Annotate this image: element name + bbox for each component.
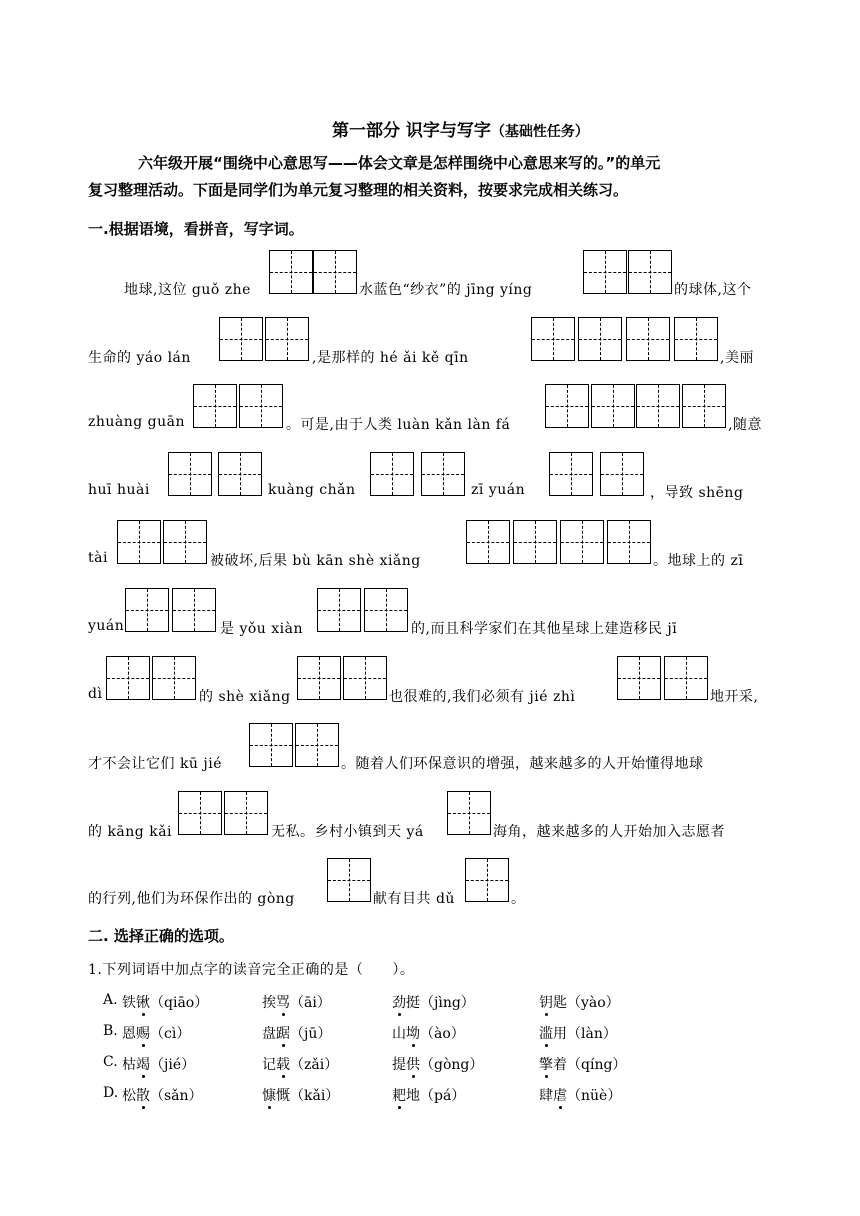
writing-box[interactable] (239, 384, 283, 428)
option-b-label: B. (103, 1023, 118, 1039)
option-b-item-4: 滥用（làn） (539, 1026, 617, 1042)
writing-box[interactable] (545, 384, 589, 428)
writing-box[interactable] (317, 588, 361, 632)
option-a-item-4: 钥匙（yào） (539, 995, 620, 1011)
writing-box[interactable] (626, 317, 670, 361)
writing-box[interactable] (125, 588, 169, 632)
line-3-text-3: ,随意 (728, 417, 762, 433)
line-7-text-1: dì (88, 686, 103, 702)
line-6-text-3: 的,而且科学家们在其他星球上建造移民 jī (411, 621, 678, 637)
line-4-text-3: zī yuán (471, 482, 526, 498)
writing-box[interactable] (178, 791, 222, 835)
writing-box[interactable] (370, 452, 414, 496)
writing-box[interactable] (674, 317, 718, 361)
option-b-item-2: 盘踞（jū） (262, 1026, 332, 1042)
line-2-text-3: ,美丽 (720, 350, 754, 366)
option-c-item-4: 擎着（qíng） (539, 1057, 627, 1073)
option-c-item-2: 记载（zǎi） (262, 1057, 339, 1073)
line-5-text-2: 被破坏,后果 bù kān shè xiǎng (210, 553, 421, 569)
section-2-heading: 二. 选择正确的选项。 (88, 927, 234, 945)
option-d-label: D. (103, 1085, 119, 1101)
writing-box[interactable] (466, 520, 510, 564)
writing-box[interactable] (106, 656, 150, 700)
writing-box[interactable] (265, 317, 309, 361)
line-2-text-2: ,是那样的 hé ǎi kě qīn (312, 350, 469, 366)
writing-box[interactable] (549, 452, 593, 496)
writing-box[interactable] (117, 520, 161, 564)
writing-box[interactable] (327, 858, 371, 902)
writing-box[interactable] (600, 452, 644, 496)
writing-box[interactable] (219, 317, 263, 361)
page-subtitle: （基础性任务） (490, 124, 589, 140)
writing-box[interactable] (591, 384, 635, 428)
writing-box[interactable] (682, 384, 726, 428)
section-1-heading: 一.根据语境，看拼音，写字词。 (88, 220, 304, 238)
writing-box[interactable] (531, 317, 575, 361)
option-b-item-3: 山坳（ào） (392, 1026, 465, 1042)
writing-box[interactable] (343, 656, 387, 700)
line-8-text-1: 才不会让它们 kū jié (88, 756, 223, 772)
writing-box[interactable] (465, 858, 509, 902)
option-c-item-1: 枯竭（jié） (122, 1057, 196, 1073)
writing-box[interactable] (421, 452, 465, 496)
writing-box[interactable] (163, 520, 207, 564)
line-1-text-1: 地球,这位 guǒ zhe (124, 282, 251, 298)
writing-box[interactable] (172, 588, 216, 632)
writing-box[interactable] (560, 520, 604, 564)
line-10-text-3: 。 (511, 891, 526, 907)
writing-box[interactable] (513, 520, 557, 564)
option-a-item-3: 劲挺（jìng） (392, 995, 475, 1011)
page-title: 第一部分 识字与写字（基础性任务） (332, 121, 589, 141)
line-5-text-3: 。地球上的 zī (653, 553, 744, 569)
line-10-text-2: 献有目共 dǔ (373, 891, 455, 907)
writing-box[interactable] (636, 384, 680, 428)
writing-box[interactable] (297, 656, 341, 700)
line-1-text-3: 的球体,这个 (674, 282, 752, 298)
option-d-item-1: 松散（sǎn） (122, 1088, 203, 1104)
line-7-text-3: 也很难的,我们必须有 jié zhì (389, 689, 576, 705)
line-3-text-1: zhuàng guān (88, 414, 186, 430)
line-9-text-3: 海角，越来越多的人开始加入志愿者 (493, 824, 725, 840)
intro-line-2: 复习整理活动。下面是同学们为单元复习整理的相关资料，按要求完成相关练习。 (88, 181, 629, 199)
line-2-text-1: 生命的 yáo lán (88, 350, 191, 366)
writing-box[interactable] (218, 452, 262, 496)
writing-box[interactable] (249, 723, 293, 767)
line-9-text-1: 的 kāng kǎi (88, 824, 173, 840)
writing-box[interactable] (607, 520, 651, 564)
writing-box[interactable] (617, 656, 661, 700)
line-5-text-1: tài (88, 550, 108, 566)
writing-box[interactable] (269, 250, 313, 294)
writing-box[interactable] (313, 250, 357, 294)
option-d-item-2: 慷慨（kǎi） (262, 1088, 340, 1104)
option-c-label: C. (103, 1054, 118, 1070)
intro-paragraph (88, 150, 778, 204)
line-4-text-1: huī huài (88, 482, 150, 498)
line-1-text-2: 水蓝色“纱衣”的 jīng yíng (359, 282, 533, 298)
line-8-text-2: 。随着人们环保意识的增强，越来越多的人开始懂得地球 (341, 756, 704, 772)
option-d-item-4: 肆虐（nüè） (539, 1088, 622, 1104)
writing-box[interactable] (152, 656, 196, 700)
writing-box[interactable] (628, 250, 672, 294)
line-7-text-4: 地开采, (710, 689, 759, 705)
option-c-item-3: 提供（gòng） (392, 1057, 484, 1073)
option-d-item-3: 耙地（pá） (392, 1088, 466, 1104)
line-4-text-4: ，导致 shēng (650, 485, 744, 501)
line-3-text-2: 。可是,由于人类 luàn kǎn làn fá (286, 417, 511, 433)
question-1: 1.下列词语中加点字的读音完全正确的是（ ）。 (88, 962, 415, 978)
line-6-text-2: 是 yǒu xiàn (220, 621, 303, 637)
writing-box[interactable] (168, 452, 212, 496)
line-10-text-1: 的行列,他们为环保作出的 gòng (88, 891, 295, 907)
option-a-item-2: 挨骂（āi） (262, 995, 331, 1011)
intro-line-1: 六年级开展“围绕中心意思写——体会文章是怎样围绕中心意思来写的。”的单元 (138, 154, 661, 172)
option-b-item-1: 恩赐（cì） (122, 1026, 191, 1042)
writing-box[interactable] (193, 384, 237, 428)
writing-box[interactable] (295, 723, 339, 767)
line-7-text-2: 的 shè xiǎng (199, 689, 291, 705)
writing-box[interactable] (578, 317, 622, 361)
writing-box[interactable] (664, 656, 708, 700)
writing-box[interactable] (364, 588, 408, 632)
writing-box[interactable] (583, 250, 627, 294)
option-a-item-1: 铁锹（qiāo） (122, 995, 209, 1011)
line-9-text-2: 无私。乡村小镇到天 yá (271, 824, 424, 840)
line-6-text-1: yuán (88, 618, 125, 634)
writing-box[interactable] (224, 791, 268, 835)
writing-box[interactable] (447, 791, 491, 835)
option-a-label: A. (103, 992, 118, 1008)
line-4-text-2: kuàng chǎn (268, 482, 356, 498)
